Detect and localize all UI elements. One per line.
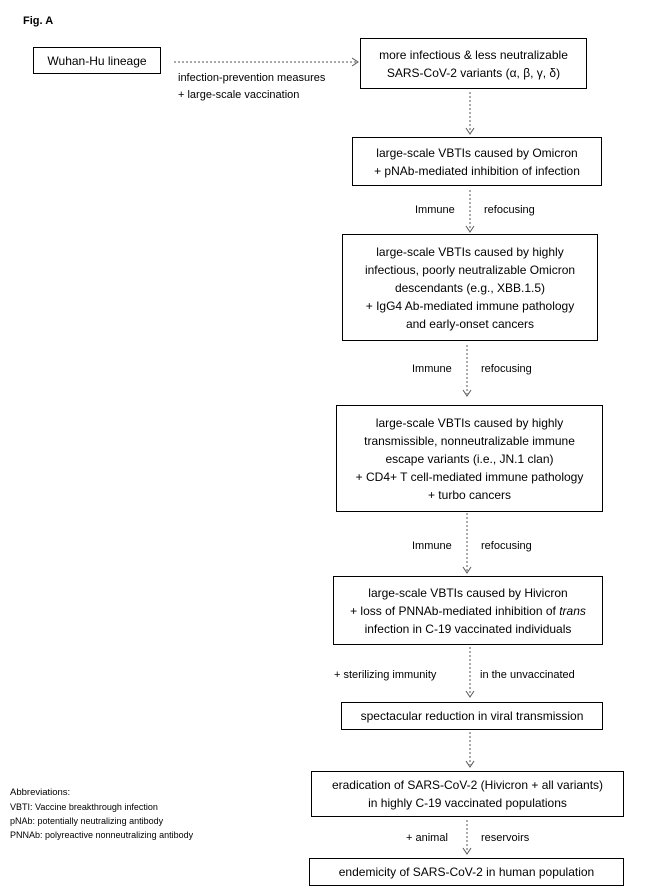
box-text-line: in highly C-19 vaccinated populations [368,796,567,810]
abbreviation-item: VBTI: Vaccine breakthrough infection [10,802,158,812]
box-xbb [342,234,598,341]
box-text-line: descendants (e.g., XBB.1.5) [394,280,546,295]
box-text-line: infectious, poorly neutralizable Omicron [364,262,576,277]
abbreviations-legend [10,786,193,842]
box-text-line: more infectious & less neutralizable [379,47,568,62]
box-hivicron [333,576,603,645]
box-variants [360,38,587,89]
box-text-line: + turbo cancers [427,487,512,502]
label-measures-2: + large-scale vaccination [178,89,300,101]
box-omicron [352,137,602,186]
label-refocusing: refocusing [484,204,535,216]
label-immune: Immune [412,540,452,552]
box-text: endemicity of SARS-CoV-2 in human population [338,865,595,879]
label-reservoirs: reservoirs [481,832,530,844]
figure-label: Fig. A [23,15,54,27]
box-text-line: escape variants (i.e., JN.1 clan) [385,451,554,466]
box-text: Wuhan-Hu lineage [47,53,147,68]
label-refocusing: refocusing [481,363,532,375]
box-text-line: large-scale VBTIs caused by Omicron [376,145,578,160]
abbreviations-title: Abbreviations: [10,787,71,798]
label-refocusing: refocusing [481,540,532,552]
box-text-line: large-scale VBTIs caused by Hivicron [368,585,568,600]
label-measures-1: infection-prevention measures [178,72,326,84]
box-reduction [341,702,603,730]
box-text: spectacular reduction in viral transmission [360,709,584,723]
box-text-line: + IgG4 Ab-mediated immune pathology [365,298,575,313]
abbreviation-item: pNAb: potentially neutralizing antibody [10,816,164,826]
box-wuhan-hu-lineage [33,47,161,74]
box-text-line: + pNAb-mediated inhibition of infection [374,163,580,178]
box-endemicity [309,858,624,886]
box-text-line: and early-onset cancers [405,316,535,331]
box-text-line: + loss of PNNAb-mediated inhibition of trans [350,603,586,618]
label-animal: + animal [406,832,448,844]
abbreviation-item: PNNAb: polyreactive nonneutralizing antibody [10,830,194,840]
box-text-line: SARS-CoV-2 variants (α, β, γ, δ) [386,65,561,80]
box-jn1 [336,405,603,512]
box-text-line: transmissible, nonneutralizable immune [364,433,575,448]
label-immune: Immune [412,363,452,375]
label-sterilizing-immunity: + sterilizing immunity [334,669,437,681]
box-text-line: large-scale VBTIs caused by highly [375,415,564,430]
box-text-line: large-scale VBTIs caused by highly [376,244,564,259]
box-text-line: + CD4+ T cell-mediated immune pathology [355,469,584,484]
label-immune: Immune [415,204,455,216]
label-unvaccinated: in the unvaccinated [480,669,575,681]
box-text-line: eradication of SARS-CoV-2 (Hivicron + all variants) [331,778,604,792]
box-eradication [311,771,624,817]
box-text-line: infection in C-19 vaccinated individuals [364,621,572,636]
